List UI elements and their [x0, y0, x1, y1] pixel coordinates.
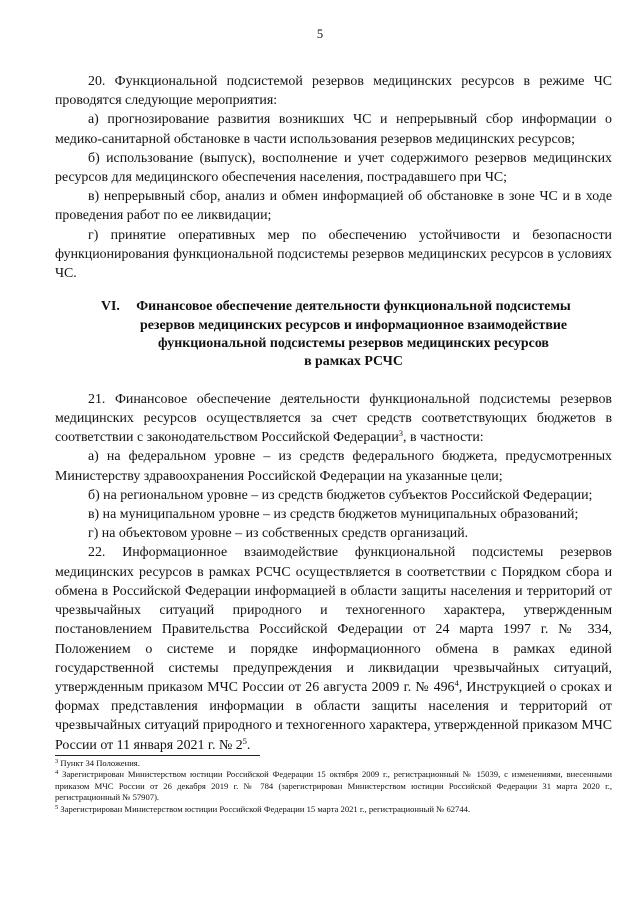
paragraph-21-d: г) на объектовом уровне – из собственных средств организаций. — [88, 526, 469, 542]
paragraph-20-b: б) использование (выпуск), восполнение и учет содержимого резервов медицинских ресурсов для медицинского обеспечения населения, пострадавшего при ЧС; — [55, 150, 612, 186]
paragraph-22: 22. Информационное взаимодействие функциональной подсистемы резервов медицинских ресурсов в рамках РСЧС осуществляется в соответствии с Порядком сбора и обмена в Российской Федерации информацией в области защиты населения и территорий от чрезвычайных ситуаций природного и техногенного характера, утвержденным постановлением Правительства Российской Федерации от 24 марта 1997 г. № 334, Положением о системе и порядке информационного обмена в рамках единой государственной системы предупреждения и ликвидации чрезвычайных ситуаций, утвержденным приказом МЧС России от 26 августа 2009 г. № $496^4$, Инструкцией о сроках и формах представления информации в области защиты населения и территорий от чрезвычайных ситуаций природного и техногенного характера, утвержденной приказом МЧС России от 11 января 2021 г. № $2^5$. — [55, 545, 612, 753]
section-title-line: Финансовое обеспечение деятельности функциональной подсистемы — [136, 299, 571, 315]
paragraph-21-c: в) на муниципальном уровне – из средств бюджетов муниципальных образований; — [88, 507, 579, 523]
paragraph-20-a: а) прогнозирование развития возникших ЧС и непрерывный сбор информации о медико-санитарной обстановке в части использования резервов медицинских ресурсов; — [55, 112, 612, 147]
footnote-ref-3[interactable]: 3 — [398, 428, 404, 439]
section-title-line: функциональной подсистемы резервов медицинских ресурсов — [158, 336, 549, 352]
section-number: VI. — [101, 299, 120, 315]
paragraph-20: 20. Функциональной подсистемой резервов медицинских ресурсов в режиме ЧС проводятся следующие мероприятия: — [55, 74, 612, 109]
footnote-4: $^4$ Зарегистрирован Министерством юстиции Российской Федерации 15 октября 2009 г., регистрационный № 15039, с изменениями, внесенными приказом МЧС России от 26 декабря 2019 г. № 784 (зарегистрирован Министерством юстиции Российской Федерации 31 марта 2020 г., регистрационный № 57907). — [55, 769, 612, 803]
footnote-ref-4[interactable]: 4 — [454, 677, 459, 688]
footnote-divider — [55, 755, 260, 756]
paragraph-21: 21. Финансовое обеспечение деятельности функциональной подсистемы резервов медицинских ресурсов осуществляется за счет средств соответствующих бюджетов в соответствии с законодательством Российской Федерации$^3$, в частности: — [55, 391, 612, 446]
section-title-line: в рамках РСЧС — [304, 354, 403, 370]
footnote-ref-5[interactable]: 5 — [242, 735, 247, 746]
paragraph-20-d: г) принятие оперативных мер по обеспечению устойчивости и безопасности функционирования функциональной подсистемы резервов медицинских ресурсов в условиях ЧС. — [55, 227, 612, 282]
paragraph-21-b: б) на региональном уровне – из средств бюджетов субъектов Российской Федерации; — [88, 487, 593, 503]
page-number: 5 — [316, 27, 324, 41]
paragraph-20-c: в) непрерывный сбор, анализ и обмен информацией об обстановке в зоне ЧС и в ходе проведения работ по ее ликвидации; — [55, 189, 612, 224]
footnote-5: $^5$ Зарегистрирован Министерством юстиции Российской Федерации 15 марта 2021 г., регистрационный № 62744. — [55, 803, 471, 814]
paragraph-21-a: а) на федеральном уровне – из средств федерального бюджета, предусмотренных Министерству здравоохранения Российской Федерации на указанные цели; — [55, 449, 612, 484]
document-body — [55, 72, 612, 755]
section-heading — [55, 298, 612, 372]
footnote-3: $^3$ Пункт 34 Положения. — [55, 758, 140, 768]
section-title-line: резервов медицинских ресурсов и информационное взаимодействие — [140, 317, 567, 333]
footnotes — [55, 758, 612, 815]
